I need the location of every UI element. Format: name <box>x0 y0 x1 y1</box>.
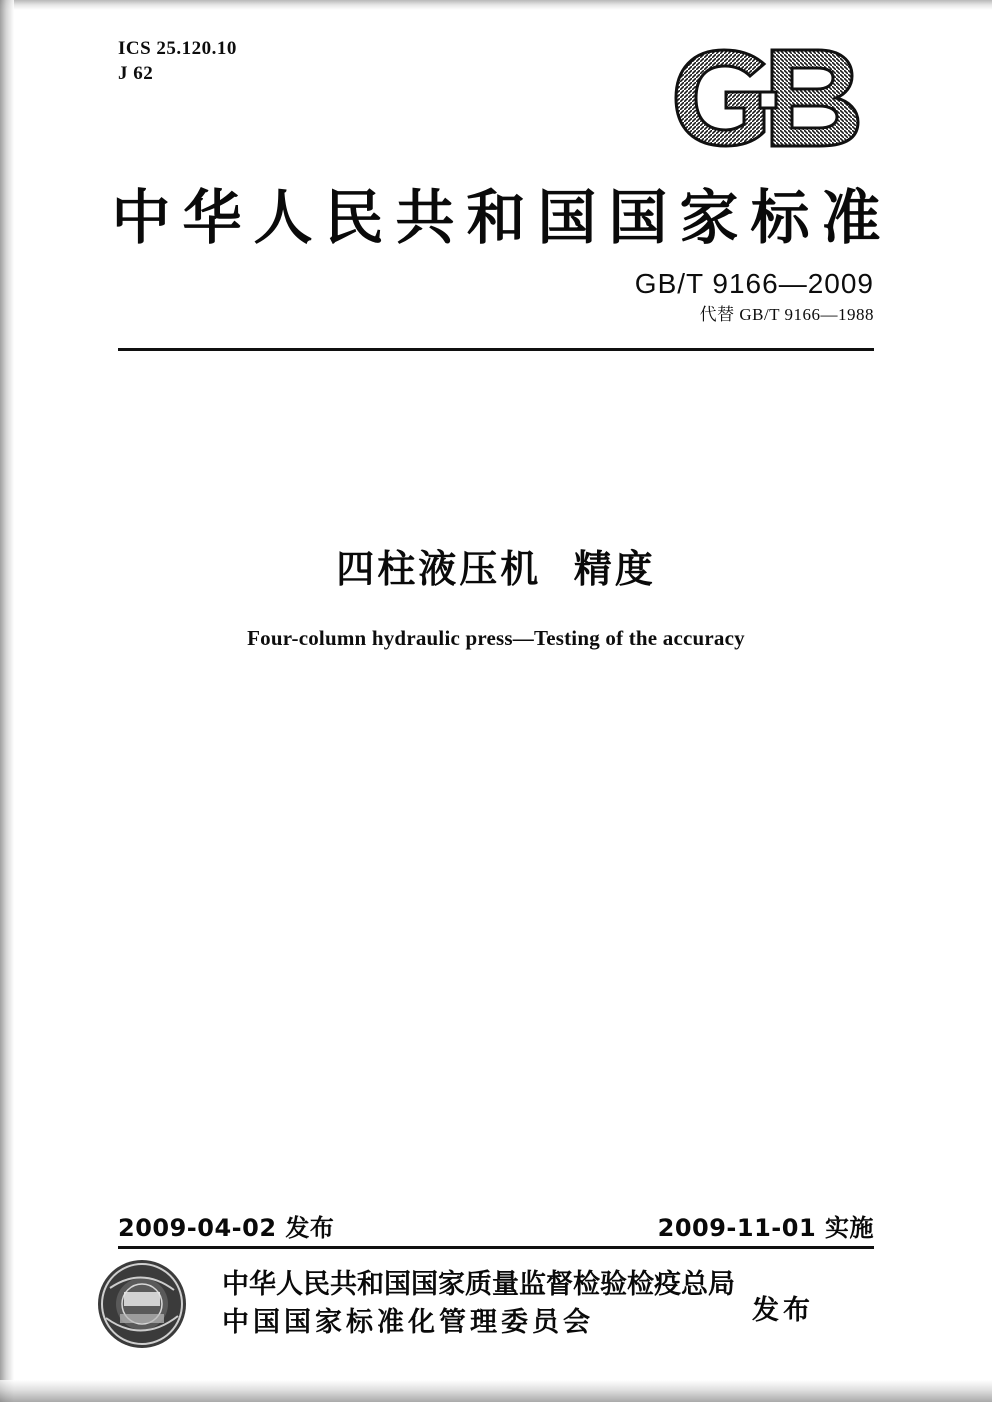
effective-date: 2009-11-01 实施 <box>657 1214 874 1242</box>
standard-replaces: 代替 GB/T 9166—1988 <box>699 305 874 324</box>
header-divider <box>118 348 874 351</box>
gb-emblem-icon <box>668 42 868 154</box>
date-line <box>118 1208 874 1242</box>
document-title-cn: 四柱液压机 精度 <box>336 547 656 591</box>
standard-number: GB/T 9166—2009 <box>634 268 874 299</box>
seal-icon <box>96 1258 188 1350</box>
standard-number-block <box>635 268 874 325</box>
scan-edge-bottom <box>0 1380 992 1402</box>
ics-block <box>118 36 237 86</box>
classification-code: J 62 <box>118 63 154 84</box>
issuer-names <box>222 1266 735 1342</box>
footer-divider <box>118 1246 874 1249</box>
page-title: 中华人民共和国国家标准 <box>111 183 893 252</box>
publish-label: 发布 <box>752 1295 814 1326</box>
issuer-line-1: 中华人民共和国国家质量监督检验检疫总局 <box>222 1269 735 1300</box>
scan-edge-top <box>0 0 992 10</box>
ics-code: ICS 25.120.10 <box>118 38 237 59</box>
issuer-line-2: 中国国家标准化管理委员会 <box>222 1307 594 1338</box>
release-date: 2009-04-02 发布 <box>118 1214 335 1242</box>
document-title-en: Four-column hydraulic press—Testing of the accuracy <box>247 626 745 650</box>
